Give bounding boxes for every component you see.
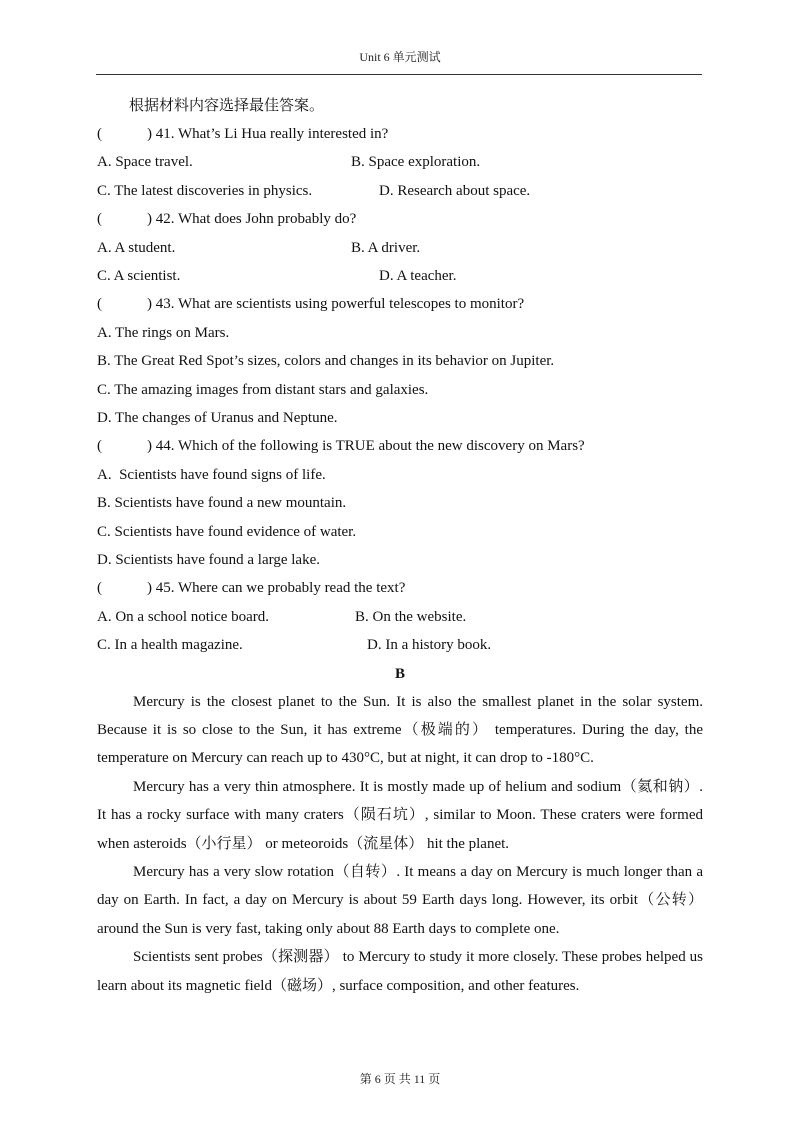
passage-paragraph: Mercury is the closest planet to the Sun. It is also the smallest planet in the solar system. Because it is so close to the Sun, it has extreme（极端的） temperatures. During the day, the temperature on Mercury can reach up to 430°C, but at night, it can drop to -180°C. — [97, 693, 703, 767]
option-45b: B. On the website. — [355, 608, 467, 625]
option-44a: A. Scientists have found signs of life. — [97, 466, 326, 483]
option-42c: C. A scientist. — [97, 267, 181, 284]
option-41d: D. Research about space. — [379, 182, 531, 199]
option-43d: D. The changes of Uranus and Neptune. — [97, 410, 338, 426]
option-row — [97, 234, 703, 262]
question-43: ( ) 43. What are scientists using powerful telescopes to monitor? — [97, 296, 525, 313]
option-44b: B. Scientists have found a new mountain. — [97, 495, 347, 512]
question-41: ( ) 41. What’s Li Hua really interested in? — [97, 126, 389, 142]
option-43a: A. The rings on Mars. — [97, 324, 230, 341]
option-45c: C. In a health magazine. — [97, 637, 243, 654]
page-number: 第 6 页 共 11 页 — [359, 1072, 441, 1086]
passage-paragraph: Mercury has a very slow rotation（自转）. It means a day on Mercury is much longer than a day on Earth. In fact, a day on Mercury is about 59 Earth days long. However, its orbit（公转） around the Sun is very fast, taking only about 88 Earth days to complete one. — [97, 864, 703, 937]
option-44d: D. Scientists have found a large lake. — [97, 552, 320, 569]
option-42d: D. A teacher. — [379, 267, 457, 284]
option-42b: B. A driver. — [351, 239, 421, 256]
option-41b: B. Space exploration. — [351, 154, 481, 171]
option-43b: B. The Great Red Spot’s sizes, colors and changes in its behavior on Jupiter. — [97, 353, 555, 370]
option-row — [97, 631, 703, 659]
option-45a: A. On a school notice board. — [97, 608, 270, 625]
question-44: ( ) 44. Which of the following is TRUE about the new discovery on Mars? — [97, 438, 585, 455]
option-41c: C. The latest discoveries in physics. — [97, 182, 313, 199]
document-body — [97, 92, 703, 1000]
question-42: ( ) 42. What does John probably do? — [97, 211, 357, 228]
option-43c: C. The amazing images from distant stars and galaxies. — [97, 381, 429, 398]
page-header: Unit 6 单元测试 — [359, 50, 441, 64]
passage-paragraph: Mercury has a very thin atmosphere. It is mostly made up of helium and sodium（氦和钠）. It has a rocky surface with many craters（陨石坑）, similar to Moon. These craters were formed when asteroids（小行星） or meteoroids（流星体） hit the planet. — [97, 778, 703, 852]
option-row — [97, 177, 703, 205]
question-45: ( ) 45. Where can we probably read the text? — [97, 580, 406, 597]
option-row — [97, 148, 703, 176]
option-44c: C. Scientists have found evidence of water. — [97, 523, 357, 540]
instruction-text: 根据材料内容选择最佳答案。 — [129, 98, 325, 114]
section-title: B — [394, 665, 405, 682]
passage-paragraph: Scientists sent probes（探测器） to Mercury to study it more closely. These probes helped us learn about its magnetic field（磁场）, surface composition, and other features. — [97, 949, 703, 994]
option-42a: A. A student. — [97, 239, 176, 256]
option-45d: D. In a history book. — [367, 637, 492, 654]
option-row — [97, 603, 703, 631]
header-divider — [96, 74, 702, 75]
option-41a: A. Space travel. — [97, 154, 193, 171]
option-row — [97, 262, 703, 290]
